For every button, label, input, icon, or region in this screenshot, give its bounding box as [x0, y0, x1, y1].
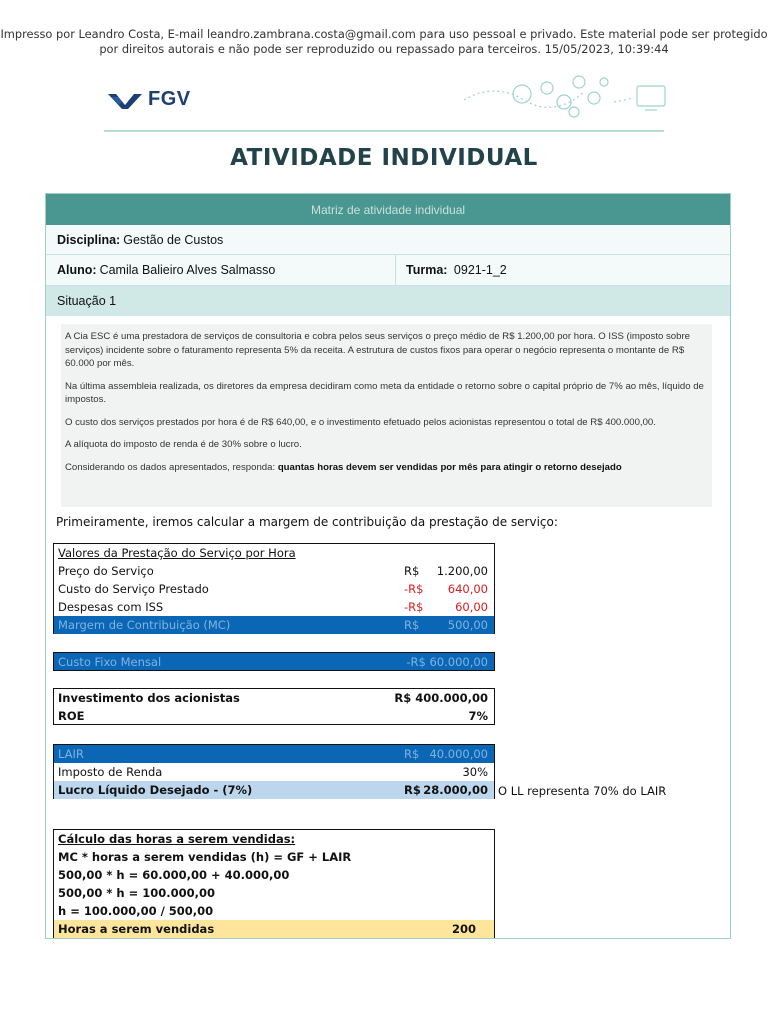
row-currency: R$ — [404, 618, 420, 632]
row-value: 200 — [451, 922, 476, 936]
student-cell — [46, 255, 396, 285]
row-label: Preço do Serviço — [58, 564, 154, 578]
question-bold: quantas horas devem ser vendidas por mês para atingir o retorno desejado — [277, 461, 622, 473]
calculation-line — [54, 866, 494, 884]
equation: 500,00 * h = 60.000,00 + 40.000,00 — [58, 868, 290, 882]
calculation-line — [54, 884, 494, 902]
row-label: Imposto de Renda — [58, 765, 163, 779]
row-value — [406, 655, 488, 669]
contribution-margin-row — [54, 616, 494, 634]
case-description — [61, 324, 712, 507]
matrix-header: Matriz de atividade individual — [46, 194, 730, 225]
row-label: LAIR — [58, 747, 84, 761]
class-label: Turma: — [406, 263, 448, 277]
table-row — [54, 707, 494, 725]
student-row — [46, 255, 730, 286]
case-paragraph: A Cia ESC é uma prestadora de serviços de consultoria e cobra pelos seus serviços o preço médio de R$ 1.200,00 por hora. O ISS (imposto sobre serviços) incidente sobre o faturamento representa 5% da receita. A estrutura de custos fixos para operar o negócio representa o montante de R$ 60.000 por mês. — [65, 331, 690, 369]
calculation-intro: Primeiramente, iremos calcular a margem de contribuição da prestação de serviço: — [56, 515, 558, 529]
decorative-icons-illustration — [454, 72, 669, 124]
row-value: 640,00 — [447, 582, 488, 596]
row-label: Margem de Contribuição (MC) — [58, 618, 231, 632]
student-value: Camila Balieiro Alves Salmasso — [99, 263, 276, 277]
row-amount: 60.000,00 — [429, 655, 488, 669]
row-value: 7% — [468, 709, 488, 723]
table-title-row — [54, 830, 494, 848]
lair-row — [54, 745, 494, 763]
row-label: ROE — [58, 709, 85, 723]
equation: MC * horas a serem vendidas (h) = GF + LAIR — [58, 850, 352, 864]
case-question — [65, 461, 706, 475]
row-value: R$ 400.000,00 — [394, 691, 488, 705]
table-row — [54, 598, 494, 616]
print-watermark — [0, 27, 768, 57]
document-header — [104, 72, 664, 132]
row-label: Custo do Serviço Prestado — [58, 582, 209, 596]
fixed-cost-row — [54, 653, 494, 671]
fgv-logo-icon — [108, 91, 144, 109]
row-currency: R$ — [404, 564, 420, 578]
row-value: 30% — [462, 765, 488, 779]
row-value: 40.000,00 — [429, 747, 488, 761]
row-label: Custo Fixo Mensal — [58, 655, 162, 669]
table-row — [54, 562, 494, 580]
equation: 500,00 * h = 100.000,00 — [58, 886, 215, 900]
investment-table — [53, 688, 495, 725]
row-value: 28.000,00 — [423, 783, 488, 797]
discipline-label: Disciplina: — [57, 232, 121, 247]
table-row — [54, 689, 494, 707]
question-prefix: Considerando os dados apresentados, responda: — [65, 461, 278, 473]
page-title: ATIVIDADE INDIVIDUAL — [230, 145, 538, 171]
desired-net-profit-row — [54, 781, 494, 799]
table-title: Valores da Prestação do Serviço por Hora — [58, 546, 296, 560]
case-paragraph: A alíquota do imposto de renda é de 30% sobre o lucro. — [65, 439, 302, 450]
fgv-logo — [108, 88, 191, 111]
calculation-line — [54, 848, 494, 866]
table-row — [54, 763, 494, 781]
net-profit-note: O LL representa 70% do LAIR — [498, 784, 667, 798]
table-title-row — [54, 544, 494, 562]
situation-heading: Situação 1 — [46, 286, 730, 316]
row-label: Despesas com ISS — [58, 600, 164, 614]
calculation-line — [54, 902, 494, 920]
service-values-table — [53, 543, 495, 634]
row-value: 500,00 — [447, 618, 488, 632]
row-currency: -R$ — [404, 600, 424, 614]
header-divider — [104, 130, 664, 132]
watermark-line-2: por direitos autorais e não pode ser reproduzido ou repassado para terceiros. 15/05/2023, 10:39:44 — [99, 42, 669, 56]
row-currency: -R$ — [404, 582, 424, 596]
class-cell — [396, 263, 507, 277]
class-value: 0921-1_2 — [453, 263, 507, 277]
discipline-value: Gestão de Custos — [123, 232, 224, 247]
profit-table — [53, 744, 495, 799]
row-currency: -R$ — [406, 655, 426, 669]
row-label: Horas a serem vendidas — [58, 922, 215, 936]
row-label: Investimento dos acionistas — [58, 691, 240, 705]
case-paragraph: Na última assembleia realizada, os diretores da empresa decidiram como meta da entidade o retorno sobre o capital próprio de 7% ao mês, líquido de impostos. — [65, 380, 704, 405]
student-label: Aluno: — [57, 263, 97, 277]
row-value: 1.200,00 — [436, 564, 488, 578]
watermark-line-1: Impresso por Leandro Costa, E-mail leandro.zambrana.costa@gmail.com para uso pessoal e privado. Este material pode ser protegido — [0, 27, 768, 41]
row-value: 60,00 — [455, 600, 488, 614]
hours-result-row — [54, 920, 494, 938]
hours-calculation-table — [53, 829, 495, 938]
row-currency: R$ — [404, 747, 420, 761]
row-label: Lucro Líquido Desejado - (7%) — [58, 783, 253, 797]
equation: h = 100.000,00 / 500,00 — [58, 904, 214, 918]
discipline-row — [46, 225, 730, 255]
table-row — [54, 580, 494, 598]
logo-text: FGV — [148, 88, 191, 110]
row-currency: R$ — [404, 783, 421, 797]
case-paragraph: O custo dos serviços prestados por hora é de R$ 640,00, e o investimento efetuado pelos acionistas representou o total de R$ 400.000,00. — [65, 416, 656, 428]
fixed-cost-table — [53, 652, 495, 671]
table-title: Cálculo das horas a serem vendidas: — [58, 832, 296, 846]
